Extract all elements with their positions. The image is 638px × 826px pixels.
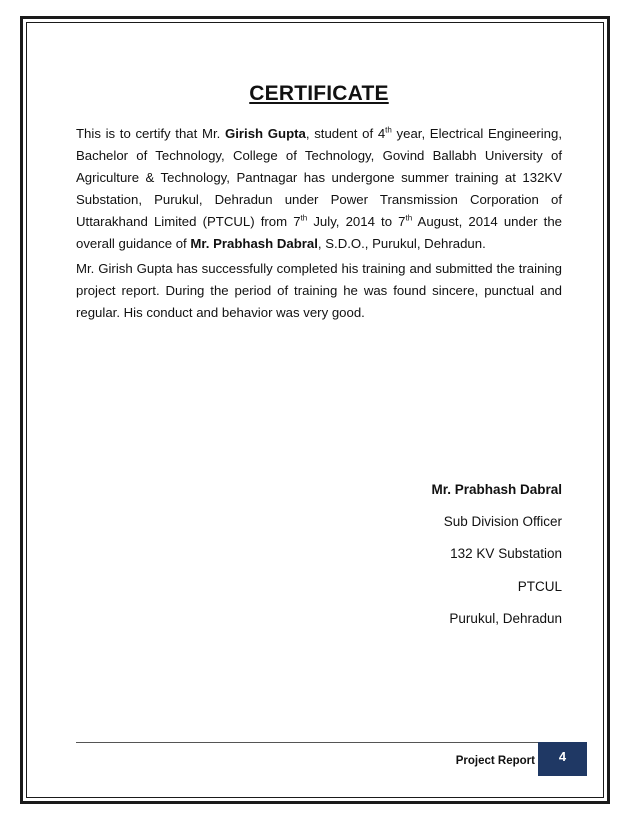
student-name: Girish Gupta	[224, 126, 306, 141]
signatory-designation: Sub Division Officer	[443, 514, 562, 529]
ordinal-suffix: th	[300, 213, 308, 223]
ordinal-suffix: th	[405, 213, 413, 223]
conduct-paragraph: Mr. Girish Gupta has successfully completed his training and submitted the training project report. During the period of training he was found sincere, punctual and regular. His conduct and behavior was very good.	[76, 261, 562, 320]
footer-label: Project Report	[455, 755, 535, 767]
certification-paragraph	[76, 123, 562, 255]
ordinal-suffix: th	[385, 125, 392, 135]
signatory-name: Mr. Prabhash Dabral	[431, 482, 562, 497]
signatory-station: 132 KV Substation	[450, 546, 562, 561]
signatory-location: Purukul, Dehradun	[449, 611, 562, 626]
page-number: 4	[558, 749, 567, 764]
footer-divider	[76, 742, 586, 743]
text-segment: year, Electrical Engineering, Bachelor of Technology, College of Technology, Govind Ballabh University of Agriculture & Technology, Pantnagar has undergone summer training at 132KV Substation, Purukul, Dehradun under Power Transmission Corporation of Uttarakhand Limited (PTCUL) from 7	[76, 126, 563, 229]
text-segment: July, 2014 to 7	[307, 214, 406, 229]
page-number-badge	[538, 742, 587, 776]
guide-name: Mr. Prabhash Dabral	[190, 236, 318, 251]
text-segment: , S.D.O., Purukul, Dehradun.	[317, 236, 486, 251]
text-segment: August, 2014 under the overall guidance of	[76, 214, 562, 251]
certificate-title: CERTIFICATE	[249, 82, 389, 105]
signatory-org: PTCUL	[517, 579, 562, 594]
text-segment: This is to certify that Mr.	[76, 126, 225, 141]
text-segment: , student of 4	[305, 126, 386, 141]
